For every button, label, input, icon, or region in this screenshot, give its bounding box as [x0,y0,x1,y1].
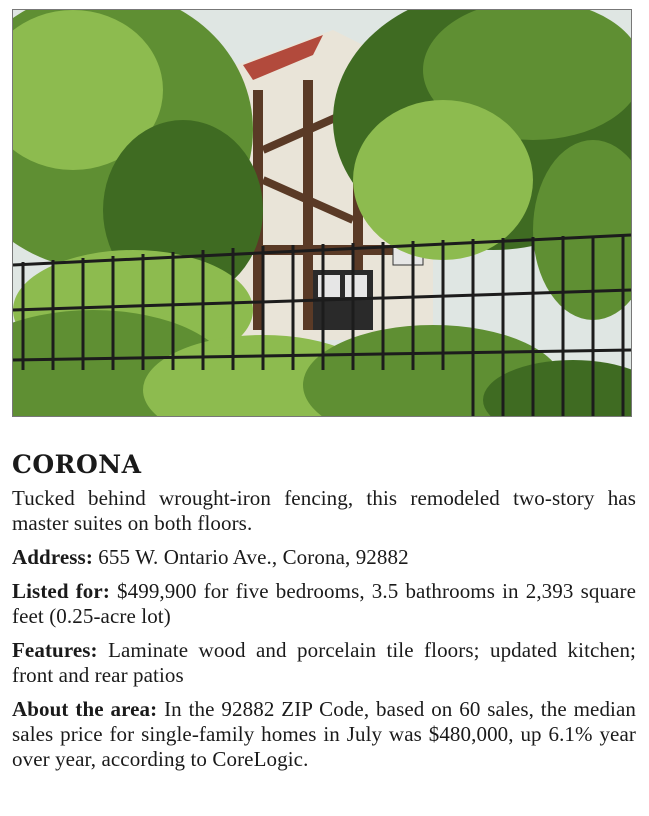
listed-label: Listed for: [12,579,110,603]
intro-paragraph [12,486,636,536]
features-paragraph [12,638,636,688]
features-label: Features: [12,638,98,662]
address-label: Address: [12,545,93,569]
features-text: Laminate wood and porcelain tile floors; updated kitchen; front and rear patios [12,638,636,687]
listed-text: $499,900 for five bedrooms, 3.5 bathrooms in 2,393 square feet (0.25-acre lot) [12,579,636,628]
area-text: In the 92882 ZIP Code, based on 60 sales, the median sales price for single-family homes in July was $480,000, up 6.1% year over year, according to CoreLogic. [12,697,636,771]
address-paragraph [12,545,636,570]
address-text: 655 W. Ontario Ave., Corona, 92882 [98,545,409,569]
city-headline: CORONA [12,450,142,479]
listing-photo [12,9,632,417]
area-label: About the area: [12,697,158,721]
listed-paragraph [12,579,636,629]
house-photo-illustration [13,10,631,416]
area-paragraph [12,697,636,772]
intro-text: Tucked behind wrought-iron fencing, this remodeled two-story has master suites on both floors. [12,486,636,535]
listing-article [12,450,636,781]
